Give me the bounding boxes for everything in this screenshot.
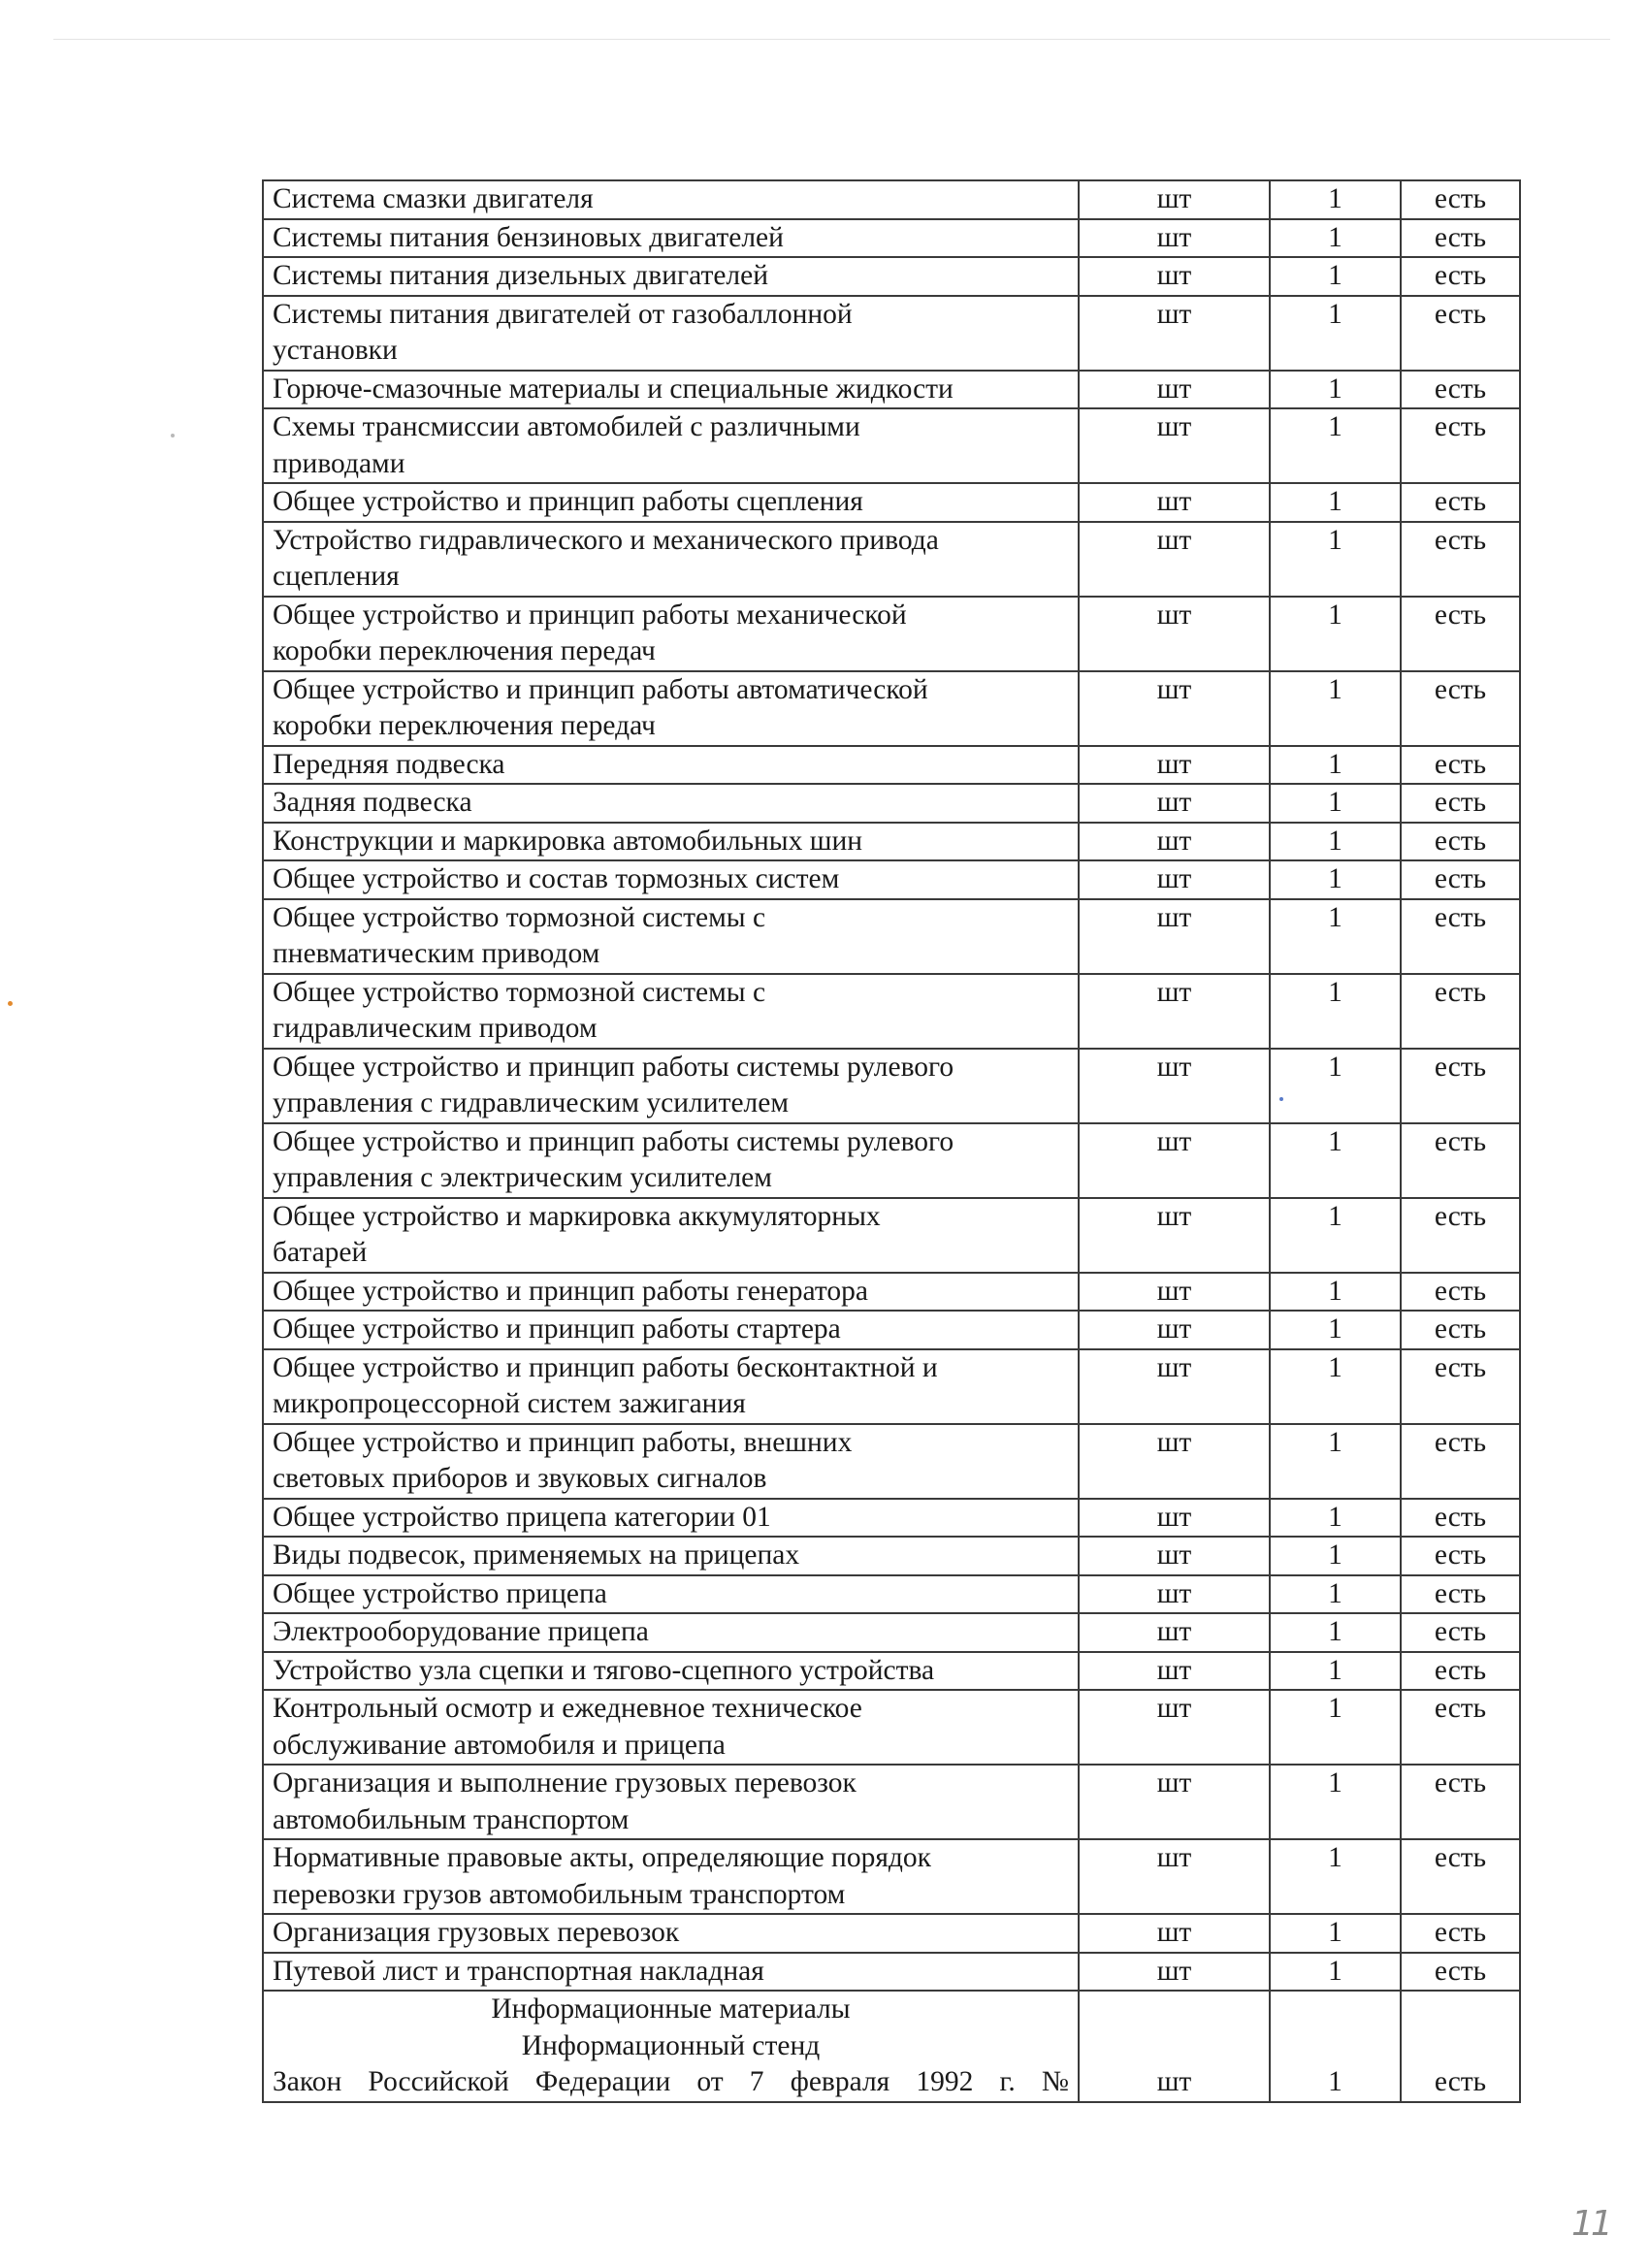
item-name-line: Организация грузовых перевозок (273, 1917, 680, 1948)
equipment-table (262, 179, 1521, 2103)
item-name (263, 296, 1079, 371)
item-availability: есть (1401, 1311, 1520, 1349)
item-quantity: 1 (1270, 1765, 1401, 1839)
item-name-line: Системы питания двигателей от газобаллонной (273, 298, 853, 330)
item-unit: шт (1079, 1311, 1270, 1349)
table-row (263, 1839, 1520, 1914)
item-availability: есть (1401, 1652, 1520, 1691)
item-unit: шт (1079, 899, 1270, 974)
item-availability: есть (1401, 1575, 1520, 1614)
item-unit: шт (1079, 180, 1270, 219)
item-quantity: 1 (1270, 1424, 1401, 1499)
table-row (263, 1311, 1520, 1349)
item-quantity: 1 (1270, 1049, 1401, 1123)
item-name-line: Общее устройство и принцип работы сцепления (273, 486, 863, 517)
item-name-line: перевозки грузов автомобильным транспортом (273, 1878, 846, 1910)
item-name (263, 1349, 1079, 1424)
item-name-line: Общее устройство и принцип работы, внешних (273, 1426, 853, 1458)
item-quantity: 1 (1270, 483, 1401, 522)
item-name-line: Общее устройство и принцип работы генератора (273, 1275, 868, 1307)
item-availability: есть (1401, 671, 1520, 746)
table-row (263, 1914, 1520, 1953)
item-quantity: 1 (1270, 860, 1401, 899)
table-row (263, 1765, 1520, 1839)
item-unit: шт (1079, 974, 1270, 1049)
item-availability: есть (1401, 1991, 1520, 2102)
item-name (263, 784, 1079, 823)
section-subheading: Информационный стенд (521, 2029, 821, 2061)
item-name-line: Передняя подвеска (273, 748, 505, 780)
item-unit: шт (1079, 597, 1270, 671)
item-quantity: 1 (1270, 1914, 1401, 1953)
item-name-line: Задняя подвеска (273, 787, 472, 818)
item-name-line: Устройство узла сцепки и тягово-сцепного устройства (273, 1654, 935, 1686)
table-row (263, 1652, 1520, 1691)
item-availability: есть (1401, 1914, 1520, 1953)
item-quantity: 1 (1270, 219, 1401, 258)
item-availability: есть (1401, 1499, 1520, 1538)
item-name-line: приводами (273, 447, 405, 479)
table-row (263, 671, 1520, 746)
item-name-line: Общее устройство и принцип работы стартера (273, 1313, 841, 1345)
table-row (263, 1198, 1520, 1273)
table-row (263, 1575, 1520, 1614)
item-availability: есть (1401, 1349, 1520, 1424)
item-name (263, 180, 1079, 219)
item-name (263, 1839, 1079, 1914)
item-name-line: Общее устройство и принцип работы механической (273, 599, 907, 631)
item-quantity: 1 (1270, 1991, 1401, 2102)
item-unit: шт (1079, 483, 1270, 522)
table-row (263, 597, 1520, 671)
item-quantity: 1 (1270, 784, 1401, 823)
table-body (263, 180, 1520, 2102)
item-name (263, 257, 1079, 296)
item-quantity: 1 (1270, 371, 1401, 409)
item-quantity: 1 (1270, 671, 1401, 746)
item-availability: есть (1401, 823, 1520, 861)
item-name (263, 1499, 1079, 1538)
item-availability: есть (1401, 257, 1520, 296)
item-quantity: 1 (1270, 1839, 1401, 1914)
table-row (263, 784, 1520, 823)
item-unit: шт (1079, 522, 1270, 597)
item-unit: шт (1079, 1765, 1270, 1839)
item-name-line: Общее устройство и маркировка аккумуляторных (273, 1200, 881, 1232)
table-row (263, 1049, 1520, 1123)
item-unit: шт (1079, 257, 1270, 296)
item-unit: шт (1079, 1049, 1270, 1123)
table-row (263, 371, 1520, 409)
item-name-line: Общее устройство и принцип работы бесконтактной и (273, 1351, 938, 1383)
item-name-line: световых приборов и звуковых сигналов (273, 1463, 767, 1494)
item-availability: есть (1401, 371, 1520, 409)
item-quantity: 1 (1270, 746, 1401, 785)
table-row (263, 899, 1520, 974)
table-row (263, 1690, 1520, 1765)
item-quantity: 1 (1270, 1123, 1401, 1198)
item-name-line: Общее устройство и принцип работы системы рулевого (273, 1051, 954, 1083)
item-name (263, 860, 1079, 899)
item-quantity: 1 (1270, 1499, 1401, 1538)
item-name (263, 597, 1079, 671)
item-unit: шт (1079, 1123, 1270, 1198)
item-name-line: Общее устройство и принцип работы системы рулевого (273, 1125, 954, 1157)
table-row (263, 1613, 1520, 1652)
item-unit: шт (1079, 784, 1270, 823)
item-quantity: 1 (1270, 823, 1401, 861)
item-name (263, 1424, 1079, 1499)
item-name (263, 1613, 1079, 1652)
item-quantity: 1 (1270, 180, 1401, 219)
item-quantity: 1 (1270, 1575, 1401, 1614)
table-row (263, 296, 1520, 371)
item-availability: есть (1401, 1765, 1520, 1839)
item-name-line: Общее устройство тормозной системы с (273, 901, 766, 933)
item-unit: шт (1079, 860, 1270, 899)
item-name (263, 1652, 1079, 1691)
item-unit: шт (1079, 371, 1270, 409)
item-availability: есть (1401, 296, 1520, 371)
table-row (263, 1537, 1520, 1575)
item-quantity: 1 (1270, 1349, 1401, 1424)
item-availability: есть (1401, 522, 1520, 597)
item-unit: шт (1079, 671, 1270, 746)
item-unit: шт (1079, 1424, 1270, 1499)
table-row (263, 1499, 1520, 1538)
item-name (263, 1991, 1079, 2102)
item-unit: шт (1079, 1839, 1270, 1914)
item-unit: шт (1079, 1537, 1270, 1575)
item-unit: шт (1079, 746, 1270, 785)
item-name-line: управления с электрическим усилителем (273, 1162, 772, 1193)
item-availability: есть (1401, 1049, 1520, 1123)
scan-speck (8, 1001, 13, 1006)
item-name (263, 974, 1079, 1049)
item-availability: есть (1401, 1839, 1520, 1914)
item-name-line: коробки переключения передач (273, 635, 656, 666)
item-name-line: Организация и выполнение грузовых перевозок (273, 1767, 857, 1798)
table-row (263, 746, 1520, 785)
item-name (263, 671, 1079, 746)
item-name-line: пневматическим приводом (273, 938, 600, 969)
item-unit: шт (1079, 1991, 1270, 2102)
item-name (263, 1953, 1079, 1992)
item-name (263, 1311, 1079, 1349)
scan-speck (171, 434, 175, 437)
item-name-line: Контрольный осмотр и ежедневное техническое (273, 1693, 862, 1724)
item-name-line: сцепления (273, 561, 400, 592)
item-name (263, 1575, 1079, 1614)
item-quantity: 1 (1270, 1953, 1401, 1992)
item-name-line: Виды подвесок, применяемых на прицепах (273, 1539, 800, 1571)
item-name (263, 1198, 1079, 1273)
table-row (263, 1953, 1520, 1992)
table-row (263, 1273, 1520, 1312)
table-row (263, 823, 1520, 861)
item-unit: шт (1079, 1914, 1270, 1953)
item-availability: есть (1401, 1953, 1520, 1992)
item-name (263, 1765, 1079, 1839)
item-availability: есть (1401, 746, 1520, 785)
item-unit: шт (1079, 1613, 1270, 1652)
item-name (263, 899, 1079, 974)
item-unit: шт (1079, 1349, 1270, 1424)
item-unit: шт (1079, 219, 1270, 258)
item-name-line: Закон Российской Федерации от 7 февраля 1992 г. № (273, 2066, 1069, 2097)
table-row (263, 1123, 1520, 1198)
item-availability: есть (1401, 1424, 1520, 1499)
item-name-line: Системы питания бензиновых двигателей (273, 221, 784, 253)
item-unit: шт (1079, 296, 1270, 371)
item-quantity: 1 (1270, 1537, 1401, 1575)
item-unit: шт (1079, 1953, 1270, 1992)
item-quantity: 1 (1270, 1690, 1401, 1765)
item-name-line: Конструкции и маркировка автомобильных шин (273, 825, 863, 857)
item-quantity: 1 (1270, 974, 1401, 1049)
page-number: 11 (1571, 2204, 1610, 2244)
item-availability: есть (1401, 1537, 1520, 1575)
item-name-line: Общее устройство и принцип работы автоматической (273, 673, 928, 705)
section-heading: Информационные материалы (491, 1993, 851, 2025)
item-name (263, 1123, 1079, 1198)
item-availability: есть (1401, 1198, 1520, 1273)
item-name-line: автомобильным транспортом (273, 1803, 630, 1835)
item-name-line: микропроцессорной систем зажигания (273, 1388, 746, 1419)
item-unit: шт (1079, 1690, 1270, 1765)
item-quantity: 1 (1270, 1273, 1401, 1312)
item-name-line: коробки переключения передач (273, 710, 656, 741)
item-quantity: 1 (1270, 597, 1401, 671)
item-name (263, 219, 1079, 258)
item-name-line: Устройство гидравлического и механического привода (273, 524, 939, 556)
item-name-line: Путевой лист и транспортная накладная (273, 1955, 764, 1987)
item-name-line: обслуживание автомобиля и прицепа (273, 1729, 726, 1761)
item-quantity: 1 (1270, 899, 1401, 974)
item-name-line: Общее устройство прицепа (273, 1577, 607, 1609)
item-name (263, 746, 1079, 785)
item-availability: есть (1401, 784, 1520, 823)
item-availability: есть (1401, 408, 1520, 483)
item-quantity: 1 (1270, 257, 1401, 296)
item-name (263, 371, 1079, 409)
item-name-line: Схемы трансмиссии автомобилей с различными (273, 411, 860, 442)
item-quantity: 1 (1270, 296, 1401, 371)
table-row (263, 219, 1520, 258)
item-quantity: 1 (1270, 1198, 1401, 1273)
item-availability: есть (1401, 1123, 1520, 1198)
table-row (263, 522, 1520, 597)
item-name-line: гидравлическим приводом (273, 1013, 598, 1044)
item-availability: есть (1401, 1690, 1520, 1765)
item-unit: шт (1079, 1652, 1270, 1691)
item-name-line: Система смазки двигателя (273, 183, 594, 214)
item-name (263, 483, 1079, 522)
table-row (263, 408, 1520, 483)
item-name-line: Общее устройство прицепа категории 01 (273, 1501, 771, 1533)
table-row (263, 1349, 1520, 1424)
item-name-line: батарей (273, 1237, 368, 1268)
table-row (263, 180, 1520, 219)
item-name-line: Нормативные правовые акты, определяющие порядок (273, 1842, 932, 1873)
item-unit: шт (1079, 1273, 1270, 1312)
item-quantity: 1 (1270, 1652, 1401, 1691)
item-name-line: Электрооборудование прицепа (273, 1616, 649, 1647)
item-availability: есть (1401, 483, 1520, 522)
item-quantity: 1 (1270, 522, 1401, 597)
item-name (263, 1049, 1079, 1123)
item-name (263, 823, 1079, 861)
item-name-line: управления с гидравлическим усилителем (273, 1087, 790, 1118)
item-name (263, 1914, 1079, 1953)
table-row (263, 974, 1520, 1049)
item-unit: шт (1079, 823, 1270, 861)
item-availability: есть (1401, 1613, 1520, 1652)
item-availability: есть (1401, 180, 1520, 219)
item-unit: шт (1079, 408, 1270, 483)
item-name-line: установки (273, 335, 398, 366)
table-row-info-materials (263, 1991, 1520, 2102)
scan-edge-line (53, 39, 1610, 40)
item-name-line: Горюче-смазочные материалы и специальные жидкости (273, 373, 954, 405)
item-name-line: Общее устройство и состав тормозных систем (273, 863, 840, 894)
table-row (263, 860, 1520, 899)
item-availability: есть (1401, 219, 1520, 258)
item-name (263, 1690, 1079, 1765)
item-unit: шт (1079, 1198, 1270, 1273)
table-row (263, 483, 1520, 522)
item-availability: есть (1401, 899, 1520, 974)
item-name-line: Общее устройство тормозной системы с (273, 976, 766, 1008)
item-unit: шт (1079, 1499, 1270, 1538)
item-quantity: 1 (1270, 408, 1401, 483)
table-row (263, 1424, 1520, 1499)
item-availability: есть (1401, 860, 1520, 899)
item-name (263, 1537, 1079, 1575)
item-availability: есть (1401, 1273, 1520, 1312)
item-name (263, 1273, 1079, 1312)
item-availability: есть (1401, 974, 1520, 1049)
item-unit: шт (1079, 1575, 1270, 1614)
item-availability: есть (1401, 597, 1520, 671)
item-name (263, 522, 1079, 597)
item-name-line: Системы питания дизельных двигателей (273, 260, 769, 291)
item-quantity: 1 (1270, 1613, 1401, 1652)
item-name (263, 408, 1079, 483)
table-row (263, 257, 1520, 296)
item-quantity: 1 (1270, 1311, 1401, 1349)
